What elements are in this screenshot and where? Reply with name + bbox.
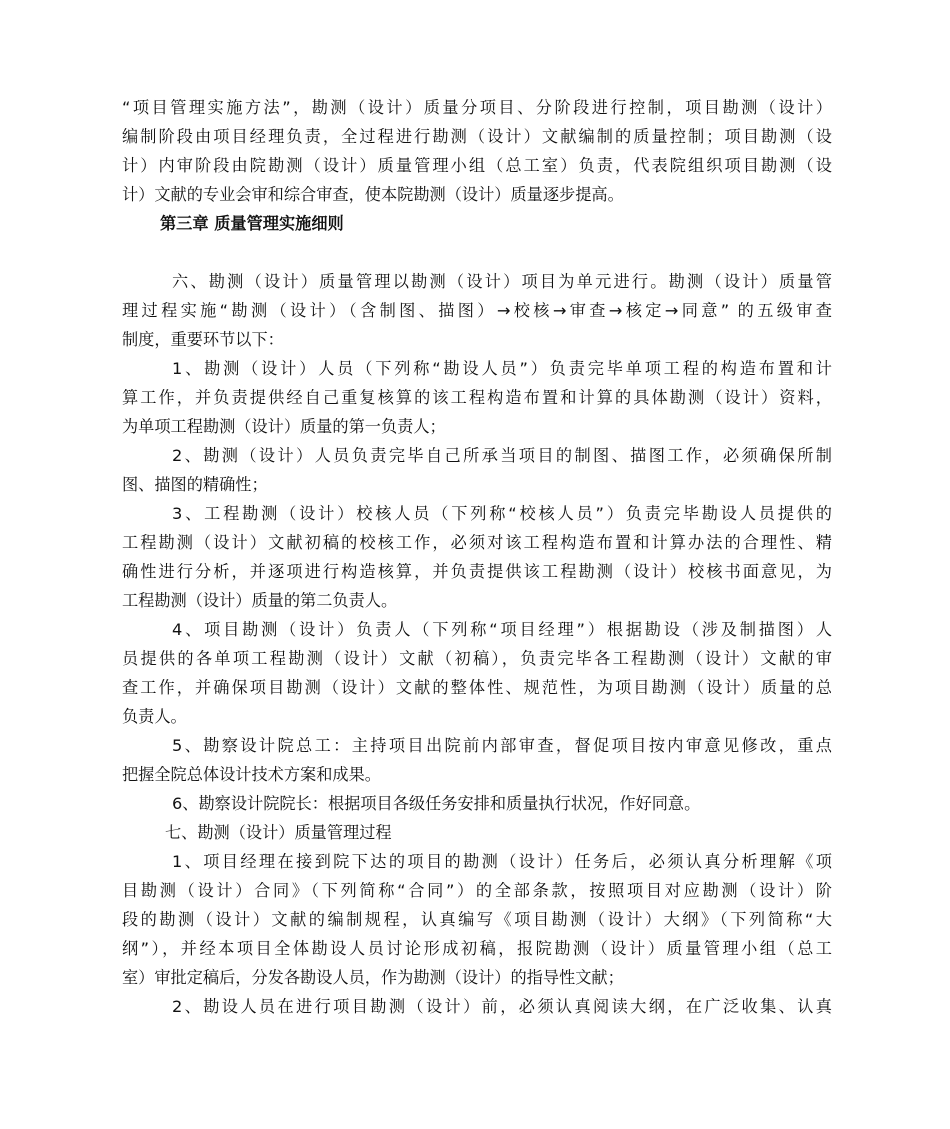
text-line: 2、勘测（设计）人员负责完毕自己所承当项目的制图、描图工作，必须确保所制 — [172, 446, 832, 465]
text-line: 1、勘测（设计）人员（下列称“勘设人员”）负责完毕单项工程的构造布置和计 — [172, 359, 832, 378]
text-line: 段的勘测（设计）文献的编制规程，认真编写《项目勘测（设计）大纲》（下列简称“大 — [122, 910, 832, 929]
text-line: “项目管理实施方法”，勘测（设计）质量分项目、分阶段进行控制，项目勘测（设计） — [122, 98, 832, 117]
text-line: 把握全院总体设计技术方案和成果。 — [122, 765, 381, 784]
text-line: 负责人。 — [122, 707, 187, 726]
text-line: 算工作，并负责提供经自己重复核算的该工程构造布置和计算的具体勘测（设计）资料， — [122, 388, 832, 407]
text-line: 理过程实施“勘测（设计）（含制图、描图）→校核→审查→核定→同意” 的五级审查 — [122, 301, 832, 320]
text-line: 为单项工程勘测（设计）质量的第一负责人； — [122, 417, 446, 436]
text-line: 确性进行分析，并逐项进行构造核算，并负责提供该工程勘测（设计）校核书面意见，为 — [122, 562, 832, 581]
text-line: 工程勘测（设计）文献初稿的校核工作，必须对该工程构造布置和计算办法的合理性、精 — [122, 533, 832, 552]
text-line: 图、描图的精确性； — [122, 475, 268, 494]
section-heading: 七、勘测（设计）质量管理过程 — [165, 823, 392, 842]
chapter-heading: 第三章 质量管理实施细则 — [160, 214, 344, 233]
text-line: 六、勘测（设计）质量管理以勘测（设计）项目为单元进行。勘测（设计）质量管 — [172, 272, 832, 291]
text-line: 编制阶段由项目经理负责，全过程进行勘测（设计）文献编制的质量控制；项目勘测（设 — [122, 127, 832, 146]
text-line: 纲”），并经本项目全体勘设人员讨论形成初稿，报院勘测（设计）质量管理小组（总工 — [122, 939, 832, 958]
text-line: 员提供的各单项工程勘测（设计）文献（初稿），负责完毕各工程勘测（设计）文献的审 — [122, 649, 832, 668]
text-line: 3、工程勘测（设计）校核人员（下列称“校核人员”）负责完毕勘设人员提供的 — [172, 504, 832, 523]
text-line: 计）文献的专业会审和综合审查，使本院勘测（设计）质量逐步提高。 — [122, 185, 624, 204]
text-line: 5、勘察设计院总工：主持项目出院前内部审查，督促项目按内审意见修改，重点 — [172, 736, 832, 755]
text-line: 1、项目经理在接到院下达的项目的勘测（设计）任务后，必须认真分析理解《项 — [172, 852, 832, 871]
text-line: 2、勘设人员在进行项目勘测（设计）前，必须认真阅读大纲，在广泛收集、认真 — [172, 997, 832, 1016]
text-line: 4、项目勘测（设计）负责人（下列称“项目经理”）根据勘设（涉及制描图）人 — [172, 620, 832, 639]
text-line: 工程勘测（设计）质量的第二负责人。 — [122, 591, 398, 610]
text-line: 制度，重要环节以下： — [122, 330, 284, 349]
text-line: 计）内审阶段由院勘测（设计）质量管理小组（总工室）负责，代表院组织项目勘测（设 — [122, 156, 832, 175]
text-line: 6、勘察设计院院长：根据项目各级任务安排和质量执行状况，作好同意。 — [172, 794, 701, 813]
text-line: 查工作，并确保项目勘测（设计）文献的整体性、规范性，为项目勘测（设计）质量的总 — [122, 678, 832, 697]
text-line: 室）审批定稿后，分发各勘设人员，作为勘测（设计）的指导性文献； — [122, 968, 624, 987]
text-line: 目勘测（设计）合同》（下列简称“合同”）的全部条款，按照项目对应勘测（设计）阶 — [122, 881, 832, 900]
